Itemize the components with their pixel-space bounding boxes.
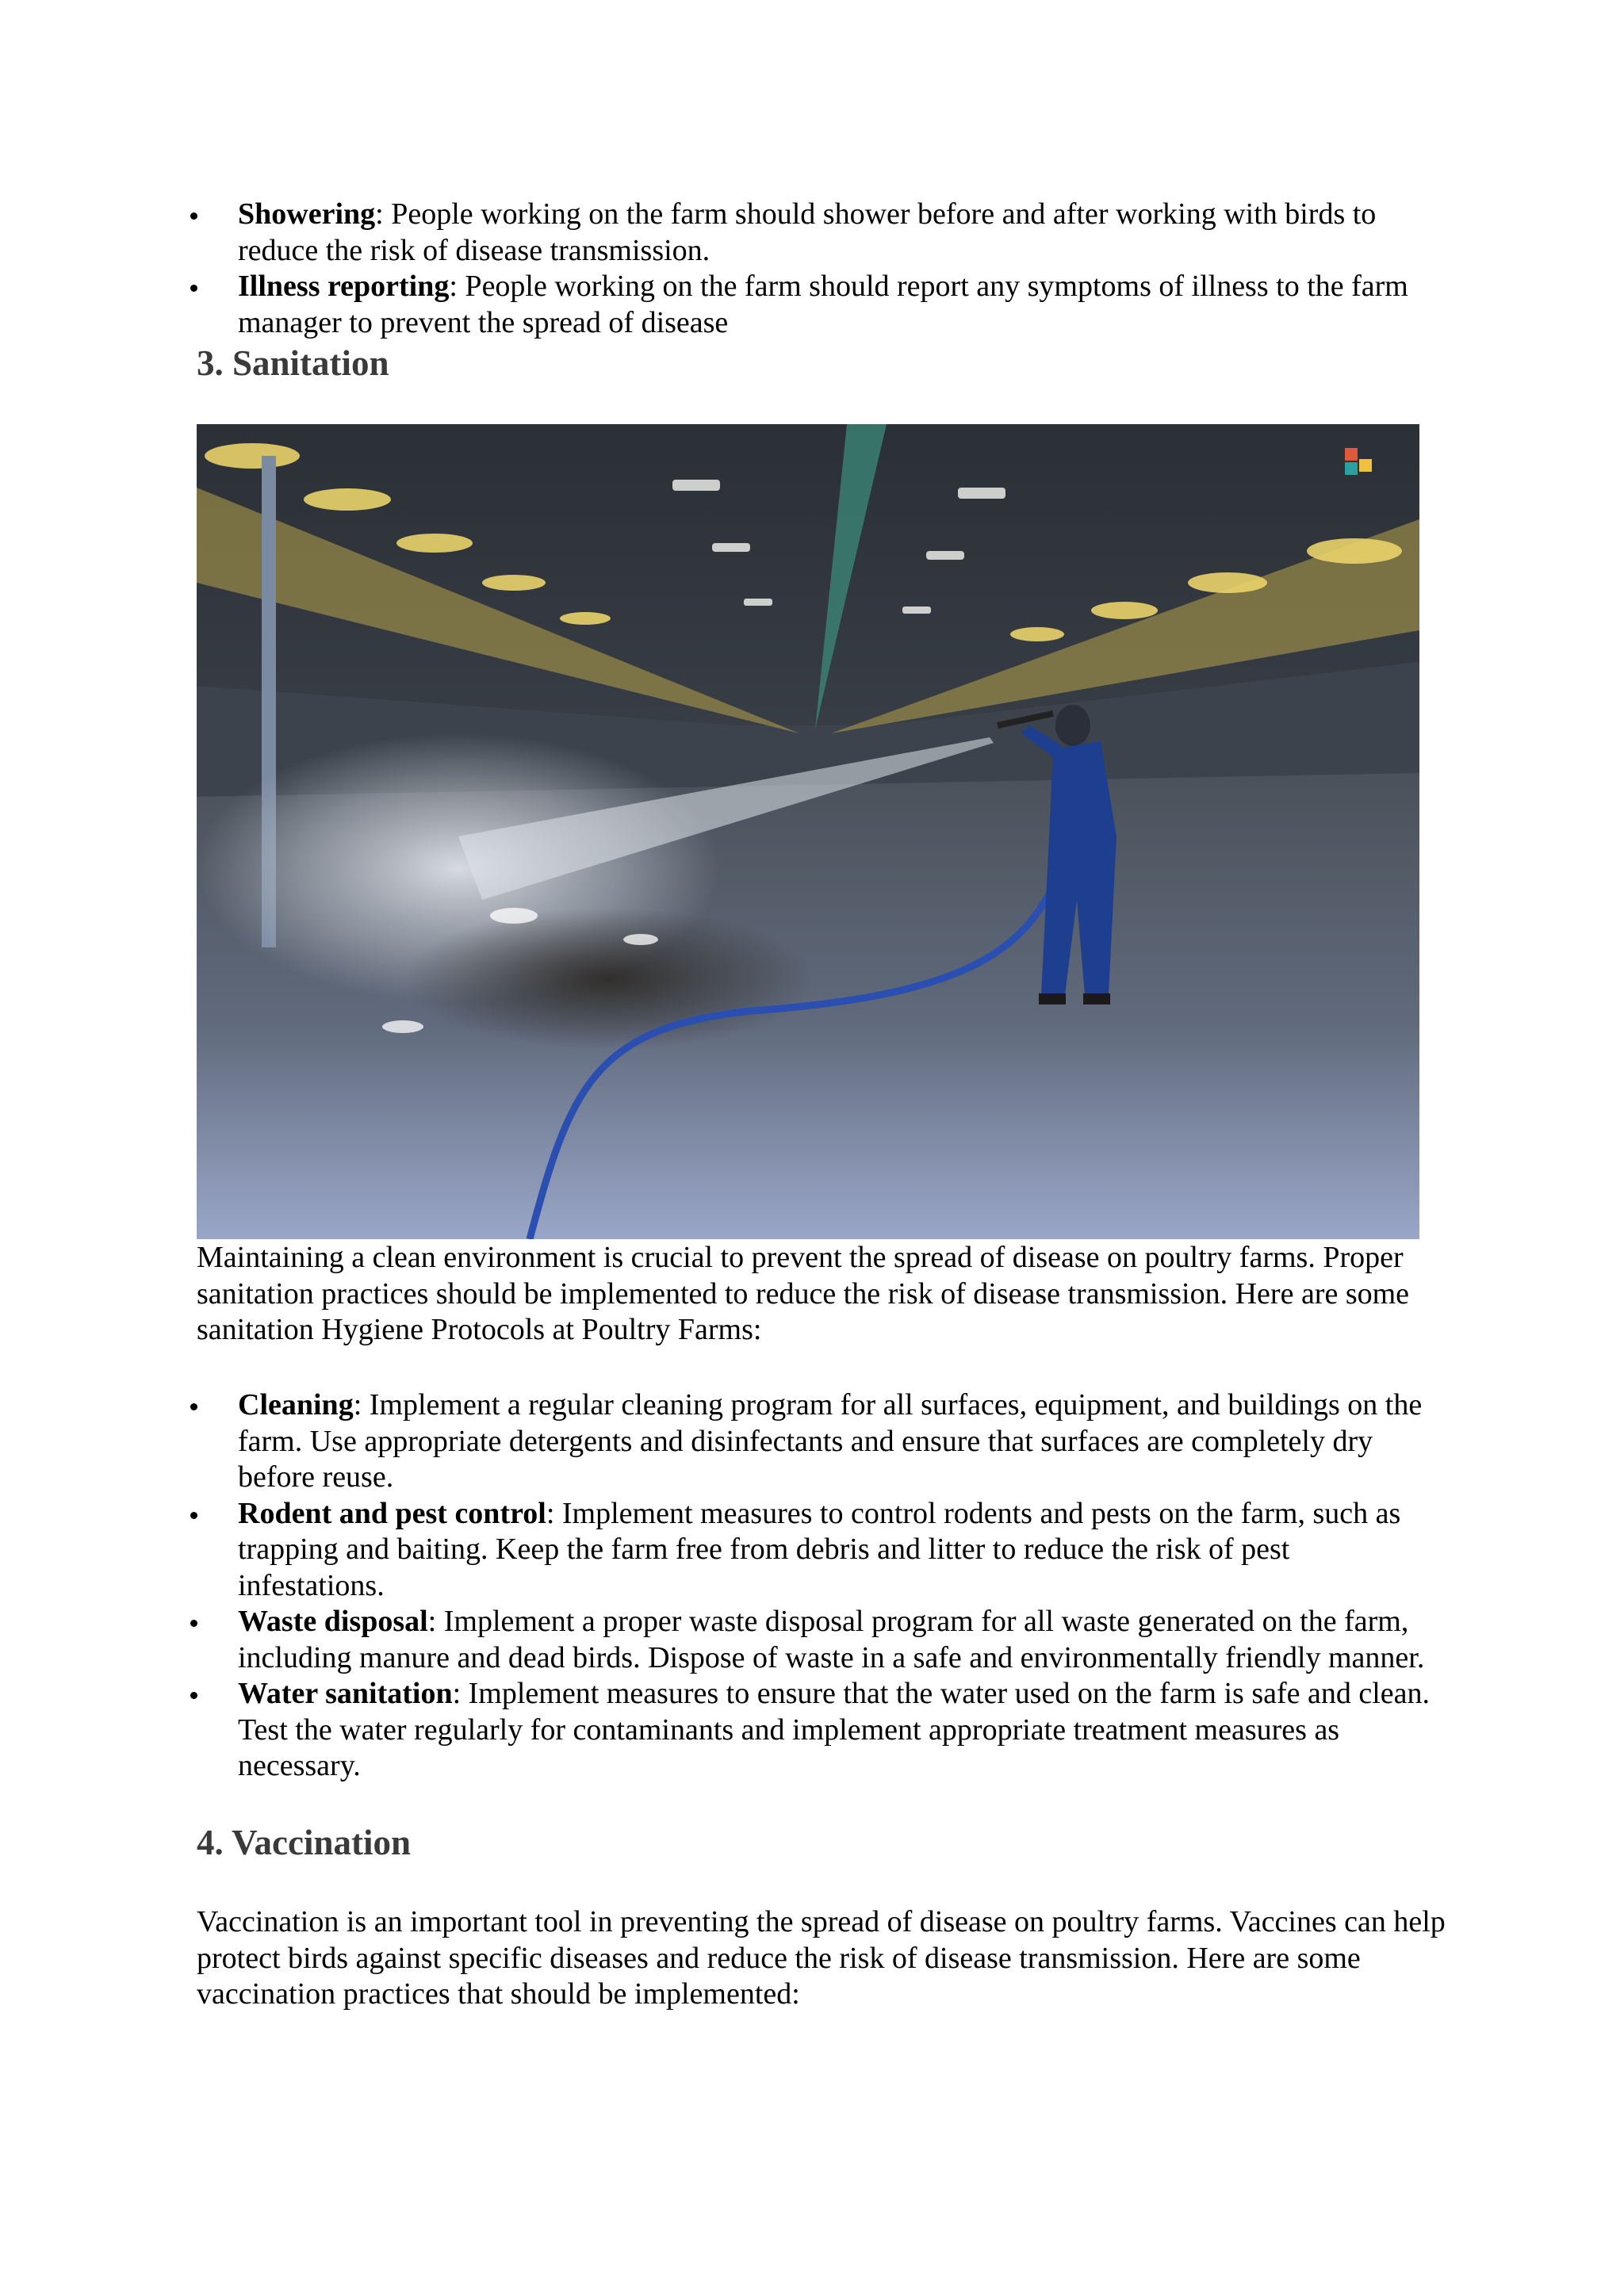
list-item — [187, 1676, 1440, 1785]
bullet-text: : Implement a proper waste disposal program for all waste generated on the farm, including manure and dead birds. Dispose of waste in a safe and environmentally friendly manner. — [238, 1605, 1425, 1674]
list-item — [187, 1604, 1440, 1676]
bullet-text: : People working on the farm should report any symptoms of illness to the farm manager to prevent the spread of disease — [238, 270, 1408, 339]
bullet-text: : Implement measures to ensure that the water used on the farm is safe and clean. Test the water regularly for contaminants and implement appropriate treatment measures as necessary. — [238, 1677, 1431, 1782]
sanitation-intro: Maintaining a clean environment is crucial to prevent the spread of disease on poultry farms. Proper sanitation practices should be implemented to reduce the risk of disease transmission. Here are some sanitation Hygiene Protocols at Poultry Farms: — [197, 1241, 1410, 1346]
bullet-term: Cleaning — [238, 1388, 354, 1422]
vaccination-intro: Vaccination is an important tool in preventing the spread of disease on poultry farms. Vaccines can help protect birds against specific diseases and reduce the risk of disease transmission. Here are some vaccination practices that should be implemented: — [197, 1905, 1446, 2011]
section-heading-vaccination: 4. Vaccination — [197, 1823, 412, 1862]
bullet-term: Showering — [238, 197, 376, 231]
list-item — [187, 1387, 1440, 1496]
sanitation-photo — [197, 424, 1419, 1239]
hygiene-bullet-list — [187, 197, 1440, 341]
list-item — [187, 197, 1440, 269]
list-item — [187, 1496, 1440, 1605]
bullet-term: Rodent and pest control — [238, 1496, 546, 1530]
bullet-term: Water sanitation — [238, 1677, 453, 1710]
sanitation-bullet-list — [187, 1387, 1440, 1785]
bullet-text: : Implement measures to control rodents and pests on the farm, such as trapping and baiting. Keep the farm free from debris and litter to reduce the risk of pest infestations. — [238, 1496, 1401, 1602]
bullet-term: Illness reporting — [238, 270, 450, 303]
section-heading-sanitation: 3. Sanitation — [197, 343, 389, 383]
list-item — [187, 269, 1440, 341]
bullet-term: Waste disposal — [238, 1605, 428, 1638]
bullet-text: : People working on the farm should shower before and after working with birds to reduce the risk of disease transmission. — [238, 197, 1377, 267]
bullet-text: : Implement a regular cleaning program for all surfaces, equipment, and buildings on the farm. Use appropriate detergents and disinfectants and ensure that surfaces are completely dry before reuse. — [238, 1388, 1423, 1494]
